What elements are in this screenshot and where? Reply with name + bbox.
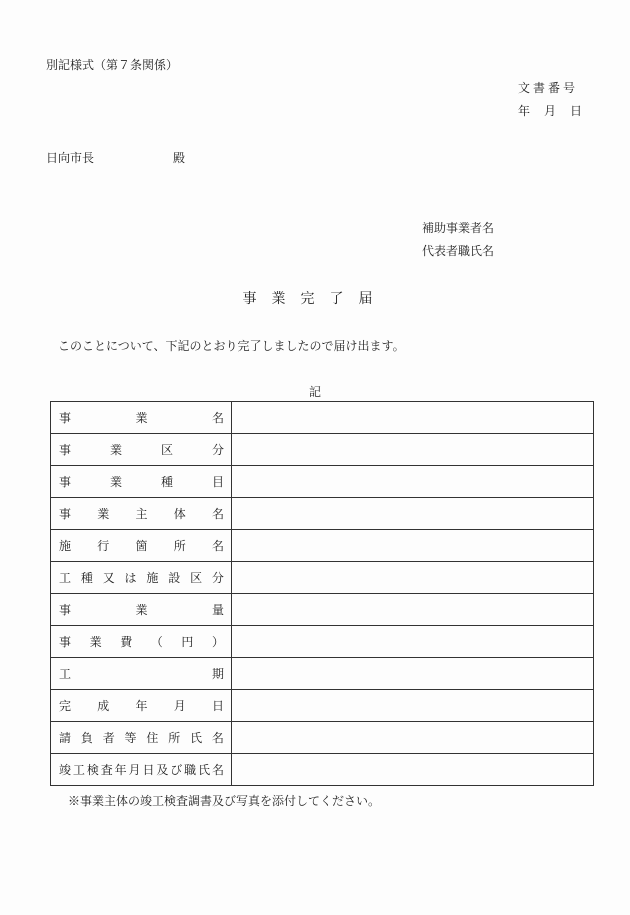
row-label: 完 成 年 月 日 [59, 699, 224, 713]
representative-label: 代表者職氏名 [422, 244, 495, 258]
row-label-cell [51, 562, 232, 594]
document-number-label: 文書番号 [518, 81, 579, 95]
applicant-name-label: 補助事業者名 [422, 221, 495, 235]
row-value-cell[interactable] [232, 594, 594, 626]
row-value-cell[interactable] [232, 690, 594, 722]
row-label-cell [51, 402, 232, 434]
table-row [51, 754, 594, 786]
row-value-cell[interactable] [232, 498, 594, 530]
table-row [51, 690, 594, 722]
row-label-cell [51, 466, 232, 498]
table-row [51, 722, 594, 754]
intro-text: このことについて、下記のとおり完了しましたので届け出ます。 [58, 339, 405, 353]
row-value-cell[interactable] [232, 754, 594, 786]
row-value-cell[interactable] [232, 466, 594, 498]
row-value-cell[interactable] [232, 626, 594, 658]
row-value-cell[interactable] [232, 562, 594, 594]
table-row [51, 594, 594, 626]
row-label-cell [51, 498, 232, 530]
table-row [51, 626, 594, 658]
row-label: 事 業 量 [59, 603, 224, 617]
row-label-cell [51, 434, 232, 466]
table-row [51, 466, 594, 498]
row-label-cell [51, 658, 232, 690]
row-value-cell[interactable] [232, 434, 594, 466]
addressee: 日向市長 [46, 151, 95, 165]
items-table [50, 401, 594, 786]
items-table-body [51, 402, 594, 786]
row-label: 事 業 主 体 名 [59, 507, 224, 521]
date-day: 日 [570, 104, 583, 118]
table-row [51, 402, 594, 434]
document-title: 事業完了届 [242, 291, 388, 307]
date-month: 月 [544, 104, 557, 118]
row-value-cell[interactable] [232, 722, 594, 754]
row-label-cell [51, 530, 232, 562]
row-label: 事 業 名 [59, 411, 224, 425]
row-label: 竣 工 検 査 年 月 日 及 び 職 氏 名 [59, 763, 224, 777]
row-label: 工 期 [59, 667, 224, 681]
row-label: 事 業 費 （ 円 ） [59, 635, 224, 649]
row-label-cell [51, 690, 232, 722]
ki-heading: 記 [308, 385, 321, 399]
row-label-cell [51, 722, 232, 754]
row-label: 施 行 箇 所 名 [59, 539, 224, 553]
row-label: 工 種 又 は 施 設 区 分 [59, 571, 224, 585]
row-label-cell [51, 594, 232, 626]
table-row [51, 530, 594, 562]
honorific: 殿 [173, 151, 186, 165]
table-row [51, 498, 594, 530]
row-value-cell[interactable] [232, 402, 594, 434]
row-label-cell [51, 754, 232, 786]
table-row [51, 434, 594, 466]
footnote: ※事業主体の竣工検査調書及び写真を添付してください。 [68, 794, 381, 808]
row-value-cell[interactable] [232, 658, 594, 690]
date-line [518, 102, 582, 119]
date-year: 年 [518, 104, 531, 118]
row-label-cell [51, 626, 232, 658]
row-label: 事 業 種 目 [59, 475, 224, 489]
table-row [51, 658, 594, 690]
row-label: 事 業 区 分 [59, 443, 224, 457]
row-label: 請 負 者 等 住 所 氏 名 [59, 731, 224, 745]
row-value-cell[interactable] [232, 530, 594, 562]
form-number-label: 別記様式（第７条関係） [46, 58, 179, 72]
table-row [51, 562, 594, 594]
